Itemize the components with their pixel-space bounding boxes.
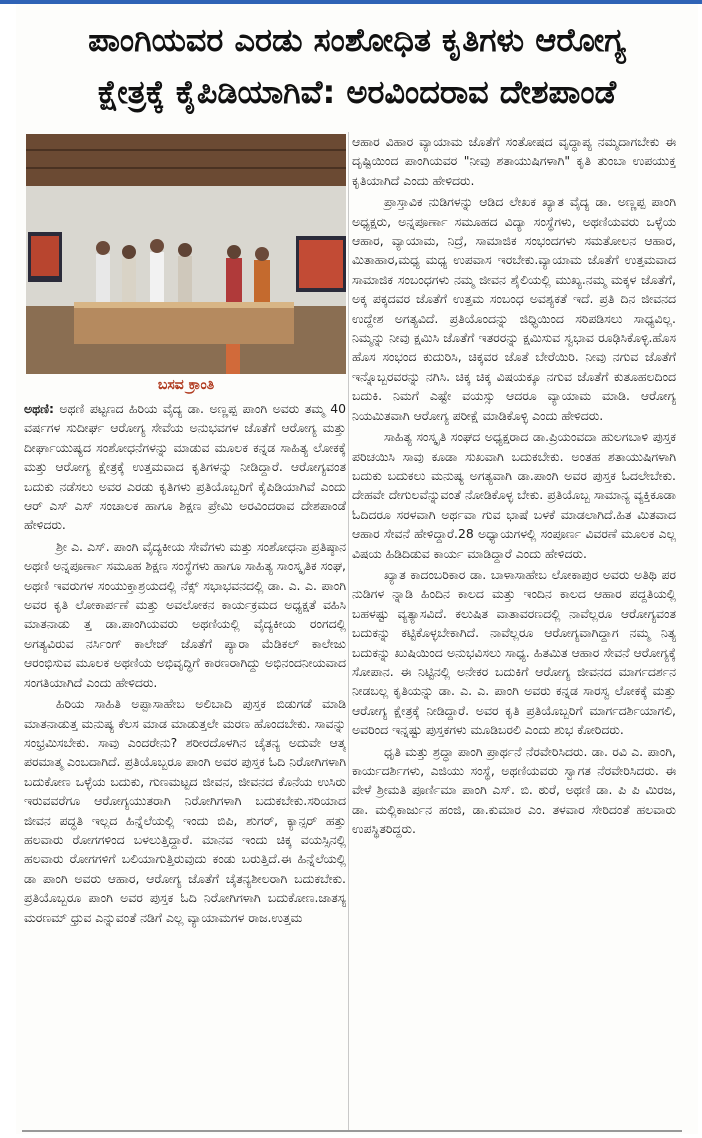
- headline: [22, 14, 692, 124]
- paragraph: ಹಿರಿಯ ಸಾಹಿತಿ ಅಪ್ಪಾಸಾಹೇಬ ಅಲಿಬಾದಿ ಪುಸ್ತಕ ಬಿಡುಗಡೆ ಮಾಡಿ ಮಾತನಾಡುತ್ತ ಮನುಷ್ಯ ಕೆಲಸ ಮಾಡ ಮಾಡುತ್ತಲೇ ಮರಣ ಹೊಂದಬೇಕು. ಸಾವನ್ನು ಸಂಭ್ರಮಿಸಬೇಕು. ಸಾವು ಎಂದರೇನು? ಶರೀರದೊಳಗಿನ ಚೈತನ್ಯ ಅದುವೇ ಆತ್ಮ ಪರಮಾತ್ಮ ಎಂಬದಾಗಿದೆ. ಪ್ರತಿಯೊಬ್ಬರೂ ಪಾಂಗಿ ಅವರ ಪುಸ್ತಕ ಓದಿ ನಿರೋಗಿಗಳಾಗಿ ಬದುಕೋಣ ಒಳ್ಳೆಯ ಬದುಕು, ಗುಣಮಟ್ಟದ ಜೀವನ, ಜೀವನದ ಕೊನೆಯ ಉಸಿರು ಇರುವವರೆಗೂ ಆರೋಗ್ಯಯುತರಾಗಿ ನಿರೋಗಿಗಳಾಗಿ ಬದುಕಬೇಕು.ಸರಿಯಾದ ಜೀವನ ಪದ್ಧತಿ ಇಲ್ಲದ ಹಿನ್ನೆಲೆಯಲ್ಲಿ ಇಂದು ಬಿಪಿ, ಶುಗರ್, ಕ್ಯಾನ್ಸರ್ ಹತ್ತು ಹಲವಾರು ರೋಗಗಳಿಂದ ಬಳಲುತ್ತಿದ್ದಾರೆ. ಮಾನವ ಇಂದು ಚಿಕ್ಕ ವಯಸ್ಸಿನಲ್ಲಿ ಹಲವಾರು ರೋಗಗಳಿಗೆ ಬಲಿಯಾಗುತ್ತಿರುವುದು ಕಂಡು ಬರುತ್ತಿದೆ.ಈ ಹಿನ್ನೆಲೆಯಲ್ಲಿ ಡಾ ಪಾಂಗಿ ಅವರು ಆಹಾರ, ಆರೋಗ್ಯ ಜೊತೆಗೆ ಚೈತನ್ಯಶೀಲರಾಗಿ ಬದುಕಬೇಕು. ಪ್ರತಿಯೊಬ್ಬರೂ ಪಾಂಗಿ ಅವರ ಪುಸ್ತಕ ಓದಿ ನಿರೋಗಿಗಳಾಗಿ ಬದುಕೋಣ.ಜಾತಸ್ಯ ಮರಣಮ್ ಧ್ರುವ ಎನ್ನುವಂತೆ ನಡಿಗೆ ಎಲ್ಲ ವ್ಯಾಯಾಮಗಳ ರಾಜ.ಉತ್ತಮ: [24, 696, 346, 925]
- paragraph: [24, 399, 346, 535]
- article-column-left: [24, 399, 346, 1133]
- column-divider: [348, 132, 349, 1132]
- headline-line-1: ಪಾಂಗಿಯವರ ಎರಡು ಸಂಶೋಧಿತ ಕೃತಿಗಳು ಆರೋಗ್ಯ: [88, 21, 626, 59]
- byline: ಬಸವ ಕ್ರಾಂತಿ: [157, 377, 215, 393]
- paragraph: ಪ್ರಾಸ್ತಾವಿಕ ನುಡಿಗಳನ್ನು ಆಡಿದ ಲೇಖಕ ಖ್ಯಾತ ವೈದ್ಯ ಡಾ. ಅಣ್ಣಪ್ಪ ಪಾಂಗಿ ಅಧ್ಯಕ್ಷರು, ಅನ್ನಪೂರ್ಣಾ ಸಮೂಹದ ವಿದ್ಯಾ ಸಂಸ್ಥೆಗಳು, ಅಥಣಿಯವರು ಒಳ್ಳೆಯ ಆಹಾರ, ವ್ಯಾಯಾಮ, ನಿದ್ರೆ, ಸಾಮಾಜಿಕ ಸಂಭಂದಗಳು ಸಮತೋಲನ ಆಹಾರ, ಮಿತಾಹಾರ,ಮಧ್ಯ ಮಧ್ಯ ಉಪವಾಸ ಇರಬೇಕು.ವ್ಯಾಯಾಮ ಜೊತೆಗೆ ಉತ್ತಮವಾದ ಸಾಮಾಜಿಕ ಸಂಬಂಧಗಳು ನಮ್ಮ ಜೀವನ ಶೈಲಿಯಲ್ಲಿ ಮುಖ್ಯ.ನಮ್ಮ ಮಕ್ಕಳ ಜೊತೆಗೆ, ಅಕ್ಕ ಪಕ್ಕದವರ ಜೊತೆಗೆ ಉತ್ತಮ ಸಂಬಂಧ ಅವಶ್ಯಕತೆ ಇದೆ. ಪ್ರತಿ ದಿನ ಜೀವನದ ಉದ್ದೇಶ ಅಗತ್ಯವಿದೆ. ಪ್ರತಿಯೊಂದನ್ನು ಜಿಧ್ಧಿಯಿಂದ ಸರಿಪಡಿಸಲು ಸಾಧ್ಯವಿಲ್ಲ. ನಿಮ್ಮನ್ನು ನೀವು ಕ್ಷಮಿಸಿ ಜೊತೆಗೆ ಇತರರನ್ನು ಕ್ಷಮಿಸುವ ಸ್ವಭಾವ ರೂಢಿಸಿಕೊಳ್ಳಿ.ಹೊಸ ಹೊಸ ಸಂಭಂದ ಕುದುರಿಸಿ, ಚಿಕ್ಕವರ ಜೊತೆ ಬೇರೆಯಿರಿ. ನೀವು ನಗುವ ಜೊತೆಗೆ ಇನ್ನೊಬ್ಬರವರನ್ನು ನಗಿಸಿ. ಚಿಕ್ಕ ಚಿಕ್ಕ ವಿಷಯಕ್ಕೂ ನಗುವ ಜೊತೆಗೆ ಕುತೂಹಲದಿಂದ ಬದುಕಿ. ನಿಮಗೆ ಎಷ್ಟೇ ವಯಸ್ಸು ಆದರೂ ವ್ಯಾಯಾಮ ಮಾಡಿ. ಆರೋಗ್ಯ ನಿಯಮಿತವಾಗಿ ಆರೋಗ್ಯ ಪರೀಕ್ಷೆ ಮಾಡಿಕೊಳ್ಳಿ ಎಂದು ಹೇಳಿದರು.: [352, 194, 676, 423]
- paragraph-text: ಅಥಣಿ ಪಟ್ಟಣದ ಹಿರಿಯ ವೈದ್ಯ ಡಾ. ಅಣ್ಣಪ್ಪ ಪಾಂಗಿ ಅವರು ತಮ್ಮ 40 ವರ್ಷಗಳ ಸುದೀರ್ಘ ಆರೋಗ್ಯ ಸೇವೆಯ ಅನುಭವಗಳ ಜೊತೆಗೆ ಆರೋಗ್ಯ ಮತ್ತು ದೀರ್ಘಾಯುಷ್ಯದ ಸಂಶೋಧನೆಗಳನ್ನು ಮಾಡುವ ಮೂಲಕ ಕನ್ನಡ ಸಾಹಿತ್ಯ ಲೋಕಕ್ಕೆ ಮತ್ತು ಆರೋಗ್ಯ ಕ್ಷೇತ್ರಕ್ಕೆ ಉತ್ತಮವಾದ ಕೃತಿಗಳನ್ನು ನೀಡಿದ್ದಾರೆ. ಆರೋಗ್ಯವಂತ ಬದುಕು ನಡೆಸಲು ಅವರ ಎರಡು ಕೃತಿಗಳು ಪ್ರತಿಯೊಬ್ಬರಿಗೆ ಕೈಪಿಡಿಯಾಗಿವೆ ಎಂದು ಆರ್ ಎಸ್ ಎಸ್ ಸಂಚಾಲಕ ಹಾಗೂ ಶಿಕ್ಷಣ ಪ್ರೇಮಿ ಅರವಿಂದರಾವ ದೇಶಪಾಂಡೆ ಹೇಳಿದರು.: [24, 401, 346, 533]
- paragraph: ಸಾಹಿತ್ಯ ಸಂಸ್ಕೃತಿ ಸಂಘದ ಅಧ್ಯಕ್ಷರಾದ ಡಾ.ಪ್ರಿಯಂವದಾ ಹುಲಗಬಾಳಿ ಪುಸ್ತಕ ಪರಿಚಯಿಸಿ ಸಾವು ಕೂಡಾ ಸುಖವಾಗಿ ಬದುಕಬೇಕು. ಅಂತಹ ಶತಾಯುಷಿಗಳಾಗಿ ಬದುಕು ಬದುಕಲು ಮನುಷ್ಯ ಅಗತ್ಯವಾಗಿ ಡಾ.ಪಾಂಗಿ ಅವರ ಪುಸ್ತಕ ಓದಲೇಬೇಕು. ದೇಹವೇ ದೇಗುಲವೆನ್ನುವಂತೆ ನೋಡಿಕೊಳ್ಳ ಬೇಕು. ಪ್ರತಿಯೊಬ್ಬ ಸಾಮಾನ್ಯ ವ್ಯಕ್ತಿಕೂಡಾ ಓದಿದರೂ ಸರಳವಾಗಿ ಅರ್ಥವಾ ಗುವ ಭಾಷೆ ಬಳಕೆ ಮಾಡಲಾಗಿದೆ.ಹಿತ ಮಿತವಾದ ಆಹಾರ ಸೇವನೆ ಹೇಳಿದ್ದಾರೆ.28 ಅಧ್ಯಾಯಗಳಲ್ಲಿ ಸಂಪೂರ್ಣ ವಿವರಣೆ ಮೂಲಕ ಎಲ್ಲ ವಿಷಯ ಹಿಡಿದಿಡುವ ಕಾರ್ಯ ಮಾಡಿದ್ದಾರೆ ಎಂದು ಹೇಳಿದರು.: [352, 429, 676, 561]
- adjacent-column-fragment: [0, 30, 14, 1130]
- bottom-rule: [22, 1130, 682, 1132]
- paragraph: ಖ್ಯಾತ ಕಾದಂಬರಿಕಾರ ಡಾ. ಬಾಳಾಸಾಹೇಬ ಲೋಕಾಪುರ ಅವರು ಅತಿಥಿ ಪರ ನುಡಿಗಳ ನ್ನಾಡಿ ಹಿಂದಿನ ಕಾಲದ ಮತ್ತು ಇಂದಿನ ಕಾಲದ ಆಹಾರ ಪದ್ದತಿಯಲ್ಲಿ ಬಹಳಷ್ಟು ವ್ಯತ್ಯಾಸವಿದೆ. ಕಲುಷಿತ ವಾತಾವರಣದಲ್ಲಿ ನಾವೆಲ್ಲರೂ ಆರೋಗ್ಯವಂತ ಬದುಕನ್ನು ಕಟ್ಟಿಕೊಳ್ಳಬೇಕಾಗಿದೆ. ನಾವೆಲ್ಲರೂ ಆರೋಗ್ಯವಾಗಿದ್ದಾಗ ನಮ್ಮ ನಿತ್ಯ ಬದುಕನ್ನು ಖುಷಿಯಿಂದ ಅನುಭವಿಸಲು ಸಾಧ್ಯ. ಹಿತಮಿತ ಆಹಾರ ಸೇವನೆ ಆರೋಗ್ಯಕ್ಕೆ ಸೋಪಾನ. ಈ ನಿಟ್ಟಿನಲ್ಲಿ ಅನೇಕರ ಬದುಕಿಗೆ ಆರೋಗ್ಯ ಜೀವನದ ಮಾರ್ಗದರ್ಶನ ನೀಡಬಲ್ಲ ಕೃತಿಯನ್ನು ಡಾ. ಎ. ಎ. ಪಾಂಗಿ ಅವರು ಕನ್ನಡ ಸಾರಸ್ವ ಲೋಕಕ್ಕೆ ಮತ್ತು ಆರೋಗ್ಯ ಕ್ಷೇತ್ರಕ್ಕೆ ನೀಡಿದ್ದಾರೆ. ಅವರ ಕೃತಿ ಪ್ರತಿಯೊಬ್ಬರಿಗೆ ಮಾರ್ಗದರ್ಶಿಯಾಗಲಿ, ಅವರಿಂದ ಇನ್ನಷ್ಟು ಪುಸ್ತಕಗಳು ಮೂಡಿಬರಲಿ ಎಂದು ಶುಭ ಕೋರಿದರು.: [352, 566, 676, 738]
- book-release-photo: [26, 134, 346, 374]
- headline-line-2: ಕ್ಷೇತ್ರಕ್ಕೆ ಕೈಪಿಡಿಯಾಗಿವೆ: ಅರವಿಂದರಾವ ದೇಶಪಾಂಡೆ: [97, 73, 617, 111]
- article-column-right: [352, 132, 676, 1132]
- event-photo: [26, 134, 346, 374]
- paragraph: ಧೃತಿ ಮತ್ತು ಶ್ರದ್ಧಾ ಪಾಂಗಿ ಪ್ರಾರ್ಥನೆ ನೆರವೇರಿಸಿದರು. ಡಾ. ರವಿ ಎ. ಪಾಂಗಿ, ಕಾರ್ಯದರ್ಶಿಗಳು, ಎಜಿಯು ಸಂಸ್ಥೆ, ಅಥಣಿಯವರು ಸ್ವಾಗತ ನೆರವೇರಿಸಿದರು. ಈ ವೇಳೆ ಶ್ರೀಮತಿ ಪೂರ್ಣಿಮಾ ಪಾಂಗಿ ಎಸ್. ಬಿ. ಠುರೆ, ಅಥಣಿ ಡಾ. ಪಿ ಪಿ ಮಿರಜ, ಡಾ. ಮಲ್ಲಿಕಾರ್ಜುನ ಹಂಜಿ, ಡಾ.ಕುಮಾರ ಎಂ. ತಳವಾರ ಸೇರಿದಂತೆ ಹಲವಾರು ಉಪಸ್ಥಿತರಿದ್ದರು.: [352, 743, 676, 837]
- paragraph: ಶ್ರೀ ಎ. ಎಸ್. ಪಾಂಗಿ ವೈದ್ಯಕೀಯ ಸೇವೆಗಳು ಮತ್ತು ಸಂಶೋಧನಾ ಪ್ರತಿಷ್ಠಾನ ಅಥಣಿ ಅನ್ನಪೂರ್ಣಾ ಸಮೂಹ ಶಿಕ್ಷಣ ಸಂಸ್ಥೆಗಳು ಹಾಗೂ ಸಾಹಿತ್ಯ ಸಾಂಸ್ಕೃತಿಕ ಸಂಘ, ಅಥಣಿ ಇವರುಗಳ ಸಂಯುಕ್ತಾಶ್ರಯದಲ್ಲಿ ನೆಕ್ಸ್ ಸಭಾಭವನದಲ್ಲಿ ಡಾ. ಎ. ಎ. ಪಾಂಗಿ ಅವರ ಕೃತಿ ಲೋಕಾರ್ಪಣೆ ಮತ್ತು ಅವಲೋಕನ ಕಾರ್ಯಕ್ರಮದ ಅಧ್ಯಕ್ಷತೆ ವಹಿಸಿ ಮಾತನಾಡು ತ್ತ ಡಾ.ಪಾಂಗಿಯವರು ಅಥಣಿಯಲ್ಲಿ ವೈದ್ಯಕೀಯ ರಂಗದಲ್ಲಿ ಅಗತ್ಯವಿರುವ ನರ್ಸಿಂಗ್ ಕಾಲೇಜ್ ಜೊತೆಗೆ ಪ್ಯಾರಾ ಮೆಡಿಕಲ್ ಕಾಲೇಜು ಆರಂಭಿಸುವ ಮೂಲಕ ಅಥಣಿಯ ಅಭಿವೃದ್ಧಿಗೆ ಕಾರಣರಾಗಿದ್ದು ಅಭಿನಂದನೀಯವಾದ ಸಂಗತಿಯಾಗಿದೆ ಎಂದು ಹೇಳಿದರು.: [24, 538, 346, 690]
- dateline: ಅಥಣಿ:: [24, 401, 54, 416]
- paragraph: ಆಹಾರ ವಿಹಾರ ವ್ಯಾಯಾಮ ಜೊತೆಗೆ ಸಂತೋಷದ ವೃದ್ಧಾಪ್ಯ ನಮ್ಮದಾಗಬೇಕು ಈ ದೃಷ್ಟಿಯಿಂದ ಪಾಂಗಿಯವರ "ನೀವು ಶತಾಯುಷಿಗಳಾಗಿ" ಕೃತಿ ತುಂಬಾ ಉಪಯುಕ್ತ ಕೃತಿಯಾಗಿದೆ ಎಂದು ಹೇಳಿದರು.: [352, 134, 676, 188]
